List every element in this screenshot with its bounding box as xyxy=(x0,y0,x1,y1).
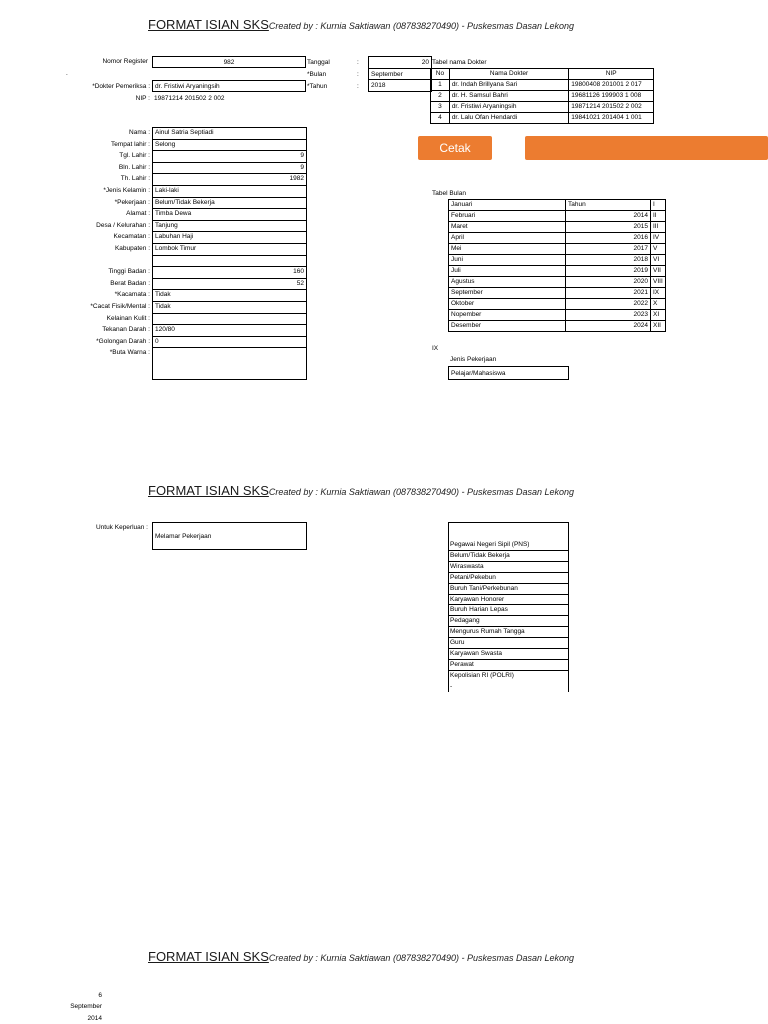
nomor-register-label: Nomor Register xyxy=(102,58,148,65)
row-divider xyxy=(448,572,569,573)
table-cell: 19841021 201404 1 001 xyxy=(569,113,654,124)
table-cell: IV xyxy=(651,233,666,244)
table-row[interactable] xyxy=(449,266,666,277)
dot-mark: . xyxy=(66,70,68,77)
table-cell: 2018 xyxy=(566,255,651,266)
table-cell: VII xyxy=(651,266,666,277)
patient-field-value[interactable]: 160 xyxy=(293,268,304,276)
action-button[interactable] xyxy=(525,136,768,160)
patient-field-label: *Jenis Kelamin : xyxy=(103,187,150,194)
table-cell: Maret xyxy=(449,222,566,233)
table-cell: 2019 xyxy=(566,266,651,277)
tahun-label: *Tahun xyxy=(307,83,328,90)
table-row xyxy=(431,69,654,80)
table-cell: XII xyxy=(651,321,666,332)
tahun-field[interactable] xyxy=(368,80,432,92)
colon: : xyxy=(357,83,359,90)
doctor-table xyxy=(430,68,654,124)
table-row[interactable] xyxy=(449,321,666,332)
dokter-label: *Dokter Pemeriksa : xyxy=(92,83,150,90)
footer-day: 6 xyxy=(98,992,102,999)
row-divider xyxy=(152,289,307,290)
table-cell: 2021 xyxy=(566,288,651,299)
keperluan-label: Untuk Keperluan : xyxy=(95,524,148,531)
patient-field-value[interactable]: Tanjung xyxy=(155,221,178,229)
page-title: FORMAT ISIAN SKS xyxy=(148,949,269,964)
list-item[interactable]: Pedagang xyxy=(450,617,480,625)
tahun-value: 2018 xyxy=(371,82,386,89)
list-item[interactable]: Karyawan Swasta xyxy=(450,650,503,657)
tanggal-value: 20 xyxy=(421,59,429,66)
header-2 xyxy=(148,482,574,500)
patient-field-label: *Cacat Fisik/Mental : xyxy=(90,303,150,310)
table-cell: Nopember xyxy=(449,310,566,321)
table-cell: dr. Fristiwi Aryaningsih xyxy=(449,102,568,113)
table-cell: 2014 xyxy=(566,211,651,222)
table-cell: dr. Indah Brillyana Sari xyxy=(449,80,568,91)
list-item[interactable]: Perawat xyxy=(450,660,474,668)
row-divider xyxy=(152,278,307,279)
table-cell: VIII xyxy=(651,277,666,288)
list-item[interactable]: Buruh Harian Lepas xyxy=(450,606,508,614)
column-header: Nama Dokter xyxy=(449,69,568,80)
table-cell: Juli xyxy=(449,266,566,277)
patient-field-label: Tgl. Lahir : xyxy=(119,152,150,160)
table-row[interactable] xyxy=(449,277,666,288)
table-cell: 19800408 201001 2 017 xyxy=(569,80,654,91)
table-cell: III xyxy=(651,222,666,233)
patient-field-label: Tempat lahir : xyxy=(110,140,150,148)
patient-field-label: Alamat : xyxy=(126,210,150,218)
patient-field-label: Kecamatan : xyxy=(113,233,150,241)
table-cell: V xyxy=(651,244,666,255)
row-divider xyxy=(152,197,307,198)
patient-field-value[interactable]: 9 xyxy=(300,163,304,171)
row-divider xyxy=(152,173,307,174)
row-divider xyxy=(152,255,307,256)
row-divider xyxy=(152,231,307,232)
row-divider xyxy=(152,185,307,186)
table-cell: 3 xyxy=(431,102,450,113)
patient-field-label: Berat Badan : xyxy=(110,279,150,287)
table-row[interactable] xyxy=(449,222,666,233)
table-cell: VI xyxy=(651,255,666,266)
header-3 xyxy=(148,948,574,966)
patient-field-value[interactable]: 120/80 xyxy=(155,326,175,334)
row-divider xyxy=(152,313,307,314)
table-cell: 2023 xyxy=(566,310,651,321)
jenis-pekerjaan-field[interactable] xyxy=(448,366,569,380)
table-row[interactable] xyxy=(431,91,654,102)
table-row[interactable] xyxy=(449,233,666,244)
patient-field-value[interactable]: Selong xyxy=(155,140,176,148)
colon: : xyxy=(357,71,359,78)
patient-field-label: *Pekerjaan : xyxy=(114,198,150,206)
keperluan-value: Melamar Pekerjaan xyxy=(155,533,212,540)
list-item[interactable]: Buruh Tani/Perkebunan xyxy=(450,584,518,592)
row-divider xyxy=(448,637,569,638)
row-divider xyxy=(152,150,307,151)
patient-field-value[interactable]: Tidak xyxy=(155,303,171,310)
row-divider xyxy=(448,594,569,595)
table-cell: 19681126 199903 1 008 xyxy=(569,91,654,102)
tanggal-field[interactable] xyxy=(368,56,432,68)
patient-field-label: *Buta Warna : xyxy=(109,349,150,357)
page-subtitle: Created by : Kurnia Saktiawan (087838270490) - Puskesmas Dasan Lekong xyxy=(268,21,575,31)
patient-field-value[interactable]: Tidak xyxy=(155,291,171,299)
header-1 xyxy=(148,16,574,34)
month-table xyxy=(448,199,666,332)
patient-field-value[interactable]: 0 xyxy=(155,337,159,345)
table-cell: I xyxy=(651,200,666,211)
roman-month-result: IX xyxy=(432,345,439,352)
row-divider xyxy=(152,220,307,221)
page-title: FORMAT ISIAN SKS xyxy=(148,17,269,32)
row-divider xyxy=(152,243,307,244)
tanggal-label: Tanggal xyxy=(307,59,330,66)
table-cell: 4 xyxy=(431,113,450,124)
patient-field-label: Tinggi Badan : xyxy=(108,268,150,276)
table-cell: 2017 xyxy=(566,244,651,255)
table-cell: Juni xyxy=(449,255,566,266)
table-cell: 2020 xyxy=(566,277,651,288)
column-header: No xyxy=(431,69,450,80)
table-row[interactable] xyxy=(449,211,666,222)
row-divider xyxy=(448,550,569,551)
row-divider xyxy=(152,324,307,325)
list-item[interactable]: - xyxy=(450,682,453,690)
list-item[interactable]: Wiraswasta xyxy=(450,562,484,570)
table-cell: 2024 xyxy=(566,321,651,332)
nip-label: NIP : xyxy=(135,95,150,102)
month-table-caption: Tabel Bulan xyxy=(432,190,466,197)
column-header: NIP xyxy=(569,69,654,80)
list-item[interactable]: Guru xyxy=(450,639,465,647)
footer-month: September xyxy=(70,1003,102,1010)
dokter-field[interactable] xyxy=(152,80,306,92)
row-divider xyxy=(152,301,307,302)
bulan-label: *Bulan xyxy=(307,71,327,78)
row-divider xyxy=(152,162,307,163)
page-subtitle: Created by : Kurnia Saktiawan (087838270490) - Puskesmas Dasan Lekong xyxy=(268,487,575,497)
patient-field-label: Kelainan Kulit : xyxy=(106,314,150,322)
table-cell: 1 xyxy=(431,80,450,91)
row-divider xyxy=(152,336,307,337)
patient-field-value[interactable]: 52 xyxy=(296,279,304,287)
patient-field-label: Desa / Kelurahan : xyxy=(96,221,150,229)
row-divider xyxy=(448,659,569,660)
page-title: FORMAT ISIAN SKS xyxy=(148,483,269,498)
nomor-register-value: 982 xyxy=(223,59,235,66)
list-item[interactable]: Belum/Tidak Bekerja xyxy=(450,551,510,559)
patient-field-label: *Golongan Darah : xyxy=(96,337,150,345)
row-divider xyxy=(152,208,307,209)
list-item[interactable]: Petani/Pekebun xyxy=(450,573,496,581)
patient-field-label: Th. Lahir : xyxy=(120,175,150,183)
row-divider xyxy=(448,670,569,671)
list-item[interactable]: Karyawan Honorer xyxy=(450,595,505,603)
patient-field-value[interactable]: Laki-laki xyxy=(155,187,179,194)
table-cell: X xyxy=(651,299,666,310)
list-item[interactable]: Mengurus Rumah Tangga xyxy=(450,628,525,636)
patient-field-value[interactable]: 1982 xyxy=(289,175,304,183)
table-cell: 2015 xyxy=(566,222,651,233)
table-cell: 19871214 201502 2 002 xyxy=(569,102,654,113)
patient-field-label: Tekanan Darah : xyxy=(102,326,150,334)
dokter-value: dr. Fristiwi Aryaningsih xyxy=(155,83,220,90)
patient-field-value[interactable]: 9 xyxy=(300,152,304,160)
patient-field-value[interactable]: Labuhan Haji xyxy=(155,233,194,241)
patient-field-value[interactable]: Belum/Tidak Bekerja xyxy=(155,198,215,206)
table-row[interactable] xyxy=(449,200,666,211)
table-cell: Mei xyxy=(449,244,566,255)
table-row[interactable] xyxy=(449,299,666,310)
table-row[interactable] xyxy=(449,244,666,255)
table-cell: 2022 xyxy=(566,299,651,310)
doctor-table-caption: Tabel nama Dokter xyxy=(432,59,487,66)
table-cell: September xyxy=(449,288,566,299)
row-divider xyxy=(448,648,569,649)
table-cell: II xyxy=(651,211,666,222)
list-item[interactable]: Kepolisian RI (POLRI) xyxy=(450,671,514,679)
table-cell: April xyxy=(449,233,566,244)
row-divider xyxy=(448,561,569,562)
row-divider xyxy=(152,266,307,267)
patient-field-label: *Kacamata : xyxy=(114,291,150,299)
nip-value: 19871214 201502 2 002 xyxy=(154,95,225,102)
jenis-pekerjaan-caption: Jenis Pekerjaan xyxy=(450,356,497,363)
table-row[interactable] xyxy=(449,310,666,321)
row-divider xyxy=(448,626,569,627)
row-divider xyxy=(448,604,569,605)
table-row[interactable] xyxy=(449,288,666,299)
table-cell: dr. H. Samsul Bahri xyxy=(449,91,568,102)
keperluan-field[interactable] xyxy=(152,522,307,550)
table-cell: 2016 xyxy=(566,233,651,244)
table-cell: XI xyxy=(651,310,666,321)
table-row[interactable] xyxy=(431,80,654,91)
table-cell: IX xyxy=(651,288,666,299)
patient-field-label: Nama : xyxy=(129,129,150,136)
patient-field-label: Bln. Lahir : xyxy=(118,163,150,171)
bulan-value: September xyxy=(371,71,403,78)
nomor-register-field[interactable] xyxy=(152,56,306,68)
list-item[interactable]: Pegawai Negeri Sipil (PNS) xyxy=(450,541,530,548)
table-cell: Tahun xyxy=(566,200,651,211)
bulan-field[interactable] xyxy=(368,68,432,80)
footer-year: 2014 xyxy=(87,1015,102,1022)
table-cell: Januari xyxy=(449,200,566,211)
patient-field-value[interactable]: Timba Dewa xyxy=(155,210,192,218)
patient-field-label: Kabupaten : xyxy=(114,245,150,252)
table-row[interactable] xyxy=(431,102,654,113)
colon: : xyxy=(357,59,359,66)
table-cell: Desember xyxy=(449,321,566,332)
table-cell: dr. Lalu Ofan Hendardi xyxy=(449,113,568,124)
table-cell: 2 xyxy=(431,91,450,102)
table-cell: Oktober xyxy=(449,299,566,310)
table-cell: Februari xyxy=(449,211,566,222)
page-subtitle: Created by : Kurnia Saktiawan (087838270490) - Puskesmas Dasan Lekong xyxy=(268,953,575,963)
table-row[interactable] xyxy=(449,255,666,266)
table-row[interactable] xyxy=(431,113,654,124)
cetak-button[interactable]: Cetak xyxy=(418,136,492,160)
row-divider xyxy=(448,583,569,584)
table-cell: Agustus xyxy=(449,277,566,288)
row-divider xyxy=(152,347,307,348)
jenis-pekerjaan-value: Pelajar/Mahasiswa xyxy=(451,370,506,377)
row-divider xyxy=(448,615,569,616)
patient-field-value[interactable]: Lombok Timur xyxy=(155,245,197,252)
patient-field-value[interactable]: Ainul Satria Septiadi xyxy=(155,129,214,136)
row-divider xyxy=(152,139,307,140)
